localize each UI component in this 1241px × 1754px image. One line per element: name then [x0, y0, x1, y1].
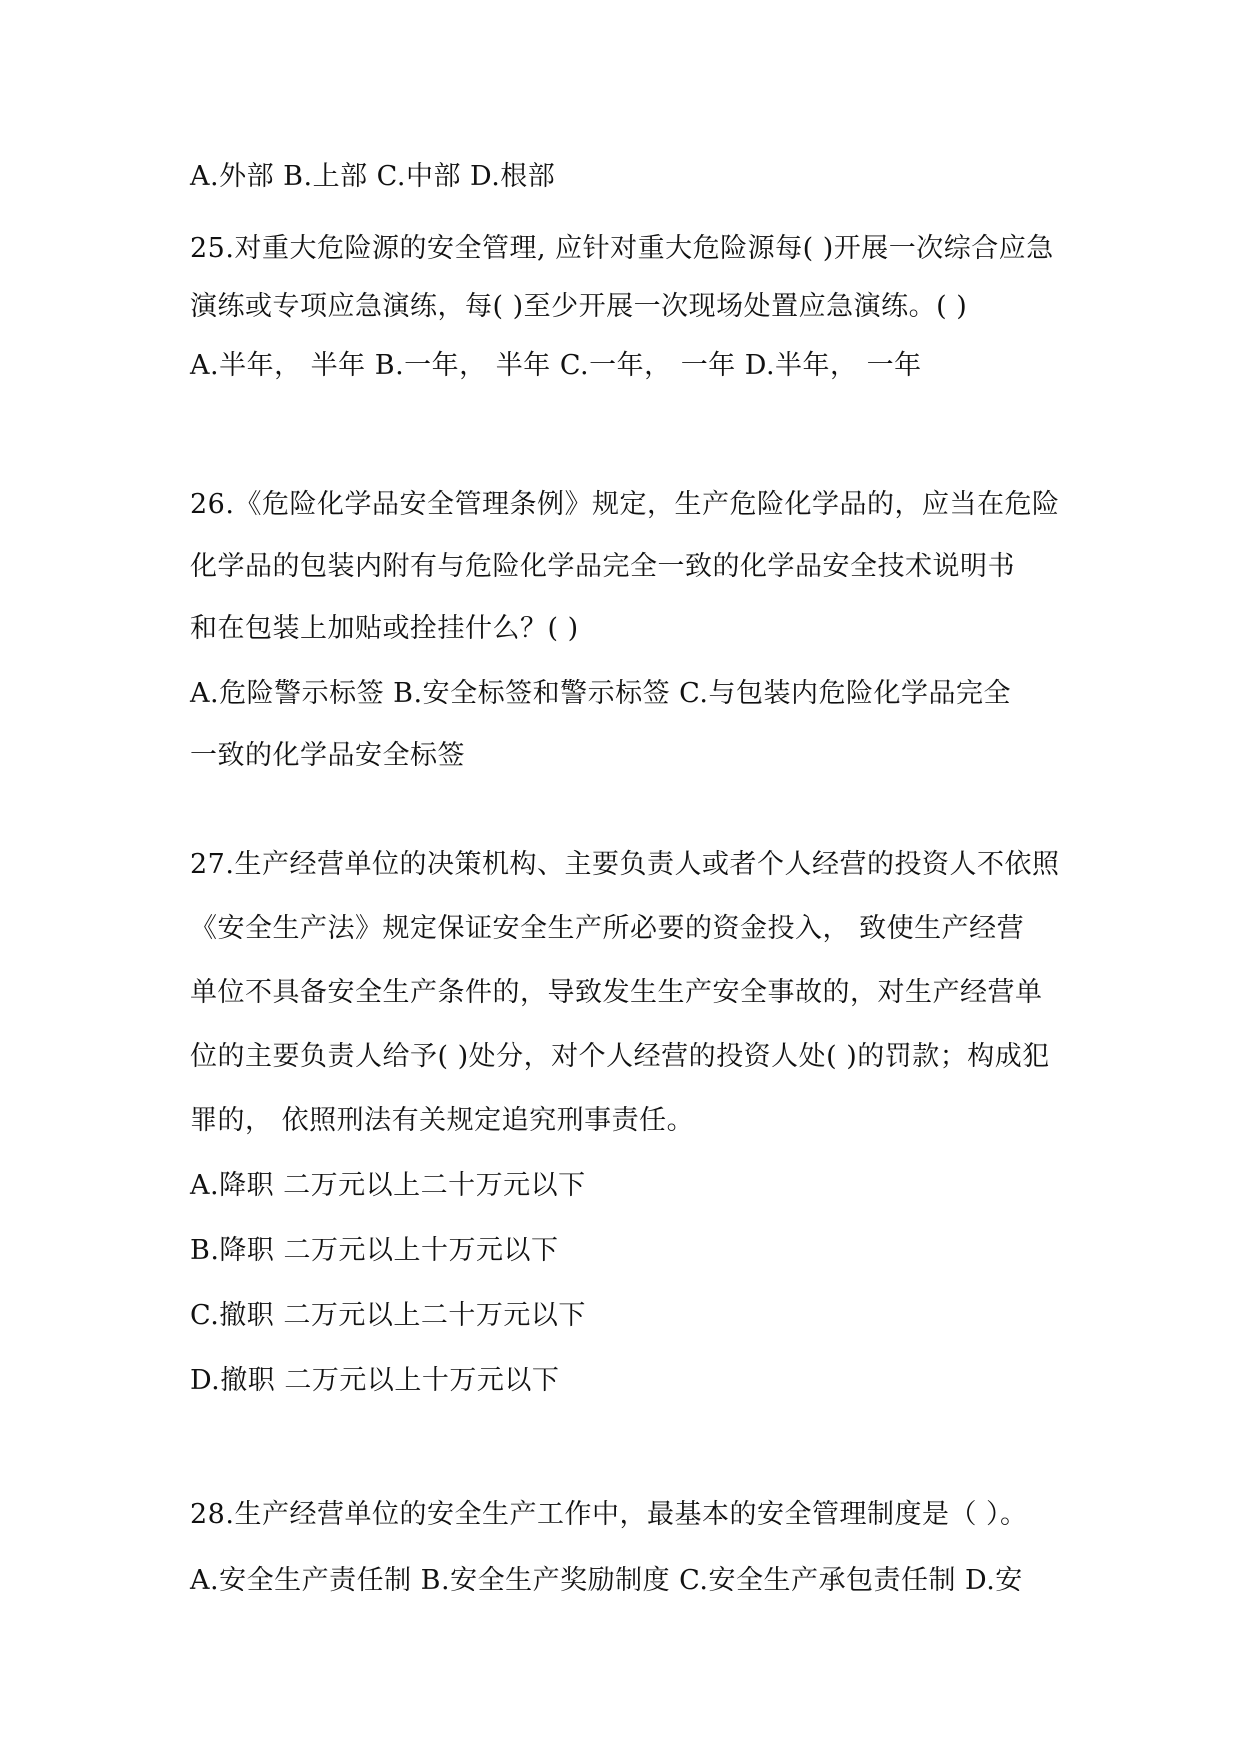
- q25-stem-line-1: 25.对重大危险源的安全管理, 应针对重大危险源每( )开展一次综合应急: [190, 233, 1054, 264]
- q28-options: A.安全生产责任制 B.安全生产奖励制度 C.安全生产承包责任制 D.安: [190, 1565, 1023, 1596]
- q28-stem: 28.生产经营单位的安全生产工作中，最基本的安全管理制度是（ ）。: [190, 1499, 1028, 1530]
- q25-stem-line-2: 演练或专项应急演练，每( )至少开展一次现场处置应急演练。( ): [190, 291, 968, 322]
- q26-options-line-1: A.危险警示标签 B.安全标签和警示标签 C.与包装内危险化学品完全: [190, 678, 1011, 709]
- q27-option-c: C.撤职 二万元以上二十万元以下: [190, 1300, 586, 1331]
- q25-options: A.半年， 半年 B.一年， 半年 C.一年， 一年 D.半年， 一年: [190, 350, 922, 381]
- q27-stem-line-5: 罪的， 依照刑法有关规定追究刑事责任。: [190, 1105, 695, 1136]
- q27-stem-line-1: 27.生产经营单位的决策机构、主要负责人或者个人经营的投资人不依照: [190, 849, 1060, 880]
- q27-stem-line-3: 单位不具备安全生产条件的，导致发生生产安全事故的，对生产经营单: [190, 977, 1043, 1008]
- q26-stem-line-1: 26.《危险化学品安全管理条例》规定，生产危险化学品的，应当在危险: [190, 489, 1060, 520]
- q27-option-b: B.降职 二万元以上十万元以下: [190, 1235, 559, 1266]
- q27-stem-line-2: 《安全生产法》规定保证安全生产所必要的资金投入， 致使生产经营: [190, 913, 1025, 944]
- q26-stem-line-2: 化学品的包装内附有与危险化学品完全一致的化学品安全技术说明书: [190, 551, 1015, 582]
- q24-options: A.外部 B.上部 C.中部 D.根部: [190, 161, 556, 192]
- q26-options-line-2: 一致的化学品安全标签: [190, 740, 465, 771]
- q27-option-a: A.降职 二万元以上二十万元以下: [190, 1170, 586, 1201]
- q26-stem-line-3: 和在包装上加贴或拴挂什么？( ): [190, 613, 579, 644]
- q27-option-d: D.撤职 二万元以上十万元以下: [190, 1365, 560, 1396]
- q27-stem-line-4: 位的主要负责人给予( )处分，对个人经营的投资人处( )的罚款；构成犯: [190, 1041, 1050, 1072]
